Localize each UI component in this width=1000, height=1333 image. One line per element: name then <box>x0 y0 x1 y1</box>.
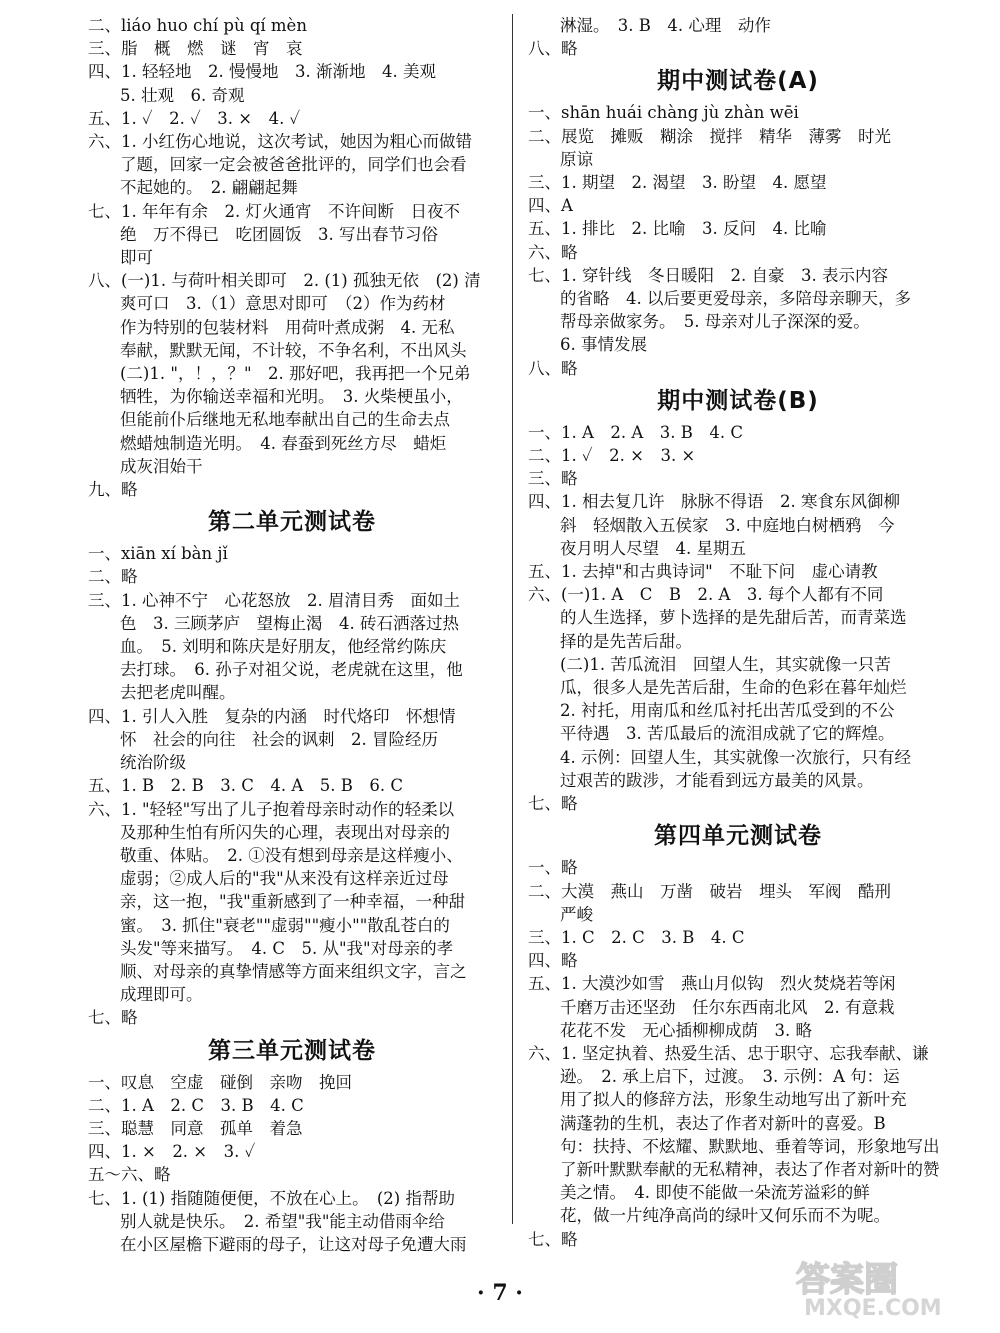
answer-line: 的省略 4. 以后要更爱母亲，多陪母亲聊天，多 <box>560 289 911 309</box>
answer-line: 不起她的。 2. 翩翩起舞 <box>120 178 298 198</box>
answer-line: 过艰苦的跋涉，才能看到远方最美的风景。 <box>560 770 874 790</box>
answer-line: 五、1. B 2. B 3. C 4. A 5. B 6. C <box>88 776 403 796</box>
answer-line: 4. 示例：回望人生，其实就像一次旅行，只有经 <box>560 747 911 767</box>
answer-line: 顺、对母亲的真挚情感等方面来组织文字，言之 <box>120 961 467 981</box>
answer-line: 了题，回家一定会被爸爸批评的，同学们也会看 <box>120 155 467 175</box>
answer-line: 原谅 <box>560 149 593 169</box>
answer-line: 牺牲，为你输送幸福和光明。 3. 火柴梗虽小， <box>120 387 463 407</box>
section-heading: 期中测试卷(A) <box>657 68 819 95</box>
section-heading: 第四单元测试卷 <box>654 823 822 850</box>
answer-line: 亲，这一抱，"我"重新感到了一种幸福，一种甜 <box>120 892 466 912</box>
answer-line: 一、略 <box>528 858 578 878</box>
answer-line: 血。 5. 刘明和陈庆是好朋友，他经常约陈庆 <box>120 637 447 657</box>
answer-line: 成理即可。 <box>120 985 203 1005</box>
answer-line: 五、1. ✓ 2. ✓ 3. × 4. ✓ <box>88 108 301 128</box>
answer-line: 六、1. "轻轻"写出了儿子抱着母亲时动作的轻柔以 <box>88 799 455 819</box>
answer-line: 五、1. 去掉"和古典诗词" 不耻下问 虚心请教 <box>528 562 878 582</box>
answer-line: 句：扶持、不炫耀、默默地、垂着等词，形象地写出 <box>560 1136 940 1156</box>
answer-line: 但能前仆后继地无私地奉献出自己的生命去点 <box>120 410 450 430</box>
answer-line: 三、1. 心神不宁 心花怒放 2. 眉清目秀 面如土 <box>88 590 460 610</box>
answer-line: 八、略 <box>528 39 578 59</box>
answer-line: 三、1. 期望 2. 渴望 3. 盼望 4. 愿望 <box>528 173 827 193</box>
answer-line: 五、1. 大漠沙如雪 燕山月似钩 烈火焚烧若等闲 <box>528 974 896 994</box>
answer-line: 头发"等来描写。 4. C 5. 从"我"对母亲的孝 <box>120 938 454 958</box>
answer-line: 怀 社会的向往 社会的讽刺 2. 冒险经历 <box>120 729 438 749</box>
answer-line: 九、略 <box>88 480 138 500</box>
answer-line: 用了拟人的修辞方法，形象生动地写出了新叶充 <box>560 1090 907 1110</box>
answer-line: 三、脂 概 燃 谜 宵 哀 <box>88 39 303 59</box>
answer-line: 花，做一片纯净高尚的绿叶又何乐而不为呢。 <box>560 1206 890 1226</box>
answer-line: 四、A <box>528 196 573 216</box>
answer-line: 二、1. ✓ 2. × 3. × <box>528 446 696 466</box>
answer-line: 六、1. 小红伤心地说，这次考试，她因为粗心而做错 <box>88 132 472 152</box>
answer-line: 二、1. A 2. C 3. B 4. C <box>88 1095 304 1115</box>
answer-line: 淋湿。 3. B 4. 心理 动作 <box>560 16 771 35</box>
page-number: · 7 · <box>477 1280 523 1306</box>
section-heading: 期中测试卷(B) <box>657 387 819 414</box>
answer-line: 色 3. 三顾茅庐 望梅止渴 4. 砖石洒落过热 <box>120 613 459 633</box>
answer-line: 花花不发 无心插柳柳成荫 3. 略 <box>560 1020 812 1040</box>
answer-line: 三、聪慧 同意 孤单 着急 <box>88 1118 303 1138</box>
answer-line: 满蓬勃的生机，表达了作者对新叶的喜爱。B <box>560 1113 886 1133</box>
answer-line: 一、1. A 2. A 3. B 4. C <box>528 422 744 442</box>
watermark-text: 答案圈 <box>796 1260 898 1300</box>
answer-line: 千磨万击还坚劲 任尔东西南北风 2. 有意栽 <box>560 997 895 1017</box>
answer-line: 四、略 <box>528 951 578 971</box>
answer-line: 5. 壮观 6. 奇观 <box>120 85 245 105</box>
answer-line: 6. 事情发展 <box>560 335 647 355</box>
answer-line: 八、(一)1. 与荷叶相关即可 2. (1) 孤独无依 (2) 清 <box>88 271 481 291</box>
answer-line: 绝 万不得已 吃团圆饭 3. 写出春节习俗 <box>120 224 438 244</box>
answer-line: (二)1. 苦瓜流泪 回望人生，其实就像一只苦 <box>560 654 891 674</box>
answer-line: 二、大漠 燕山 万凿 破岩 埋头 军阀 酷刑 <box>528 881 891 901</box>
answer-line: 去打球。 6. 孙子对祖父说，老虎就在这里，他 <box>120 660 463 680</box>
answer-line: 四、1. × 2. × 3. ✓ <box>88 1142 256 1162</box>
answer-line: 二、liáo huo chí pù qí mèn <box>88 16 307 35</box>
answer-line: 别人就是快乐。 2. 希望"我"能主动借雨伞给 <box>120 1211 445 1231</box>
answer-line: 八、略 <box>528 358 578 378</box>
answer-line: 敬重、体贴。 2. ①没有想到母亲是这样瘦小、 <box>120 845 463 865</box>
answer-line: 虚弱；②成人后的"我"从来没有这样亲近过母 <box>120 869 449 889</box>
answer-line: 五～六、略 <box>88 1165 171 1185</box>
answer-line: 瓜，很多人是先苦后甜，生命的色彩在暮年灿烂 <box>560 678 907 698</box>
answer-line: 燃蜡烛制造光明。 4. 春蚕到死丝方尽 蜡炬 <box>120 433 447 453</box>
answer-line: 即可 <box>120 248 153 268</box>
answer-line: 七、略 <box>528 794 578 814</box>
answer-line: 四、1. 轻轻地 2. 慢慢地 3. 渐渐地 4. 美观 <box>88 62 436 82</box>
answer-line: 帮母亲做家务。 5. 母亲对儿子深深的爱。 <box>560 312 870 332</box>
answer-line: 夜月明人尽望 4. 星期五 <box>560 538 746 558</box>
answer-line: 七、1. (1) 指随随便便，不放在心上。 (2) 指帮助 <box>88 1188 455 1208</box>
watermark-url: MXQE.COM <box>804 1296 942 1319</box>
section-heading: 第二单元测试卷 <box>208 509 376 536</box>
answer-line: 五、1. 排比 2. 比喻 3. 反问 4. 比喻 <box>528 219 827 239</box>
answer-line: 择的是先苦后甜。 <box>560 631 692 651</box>
answer-line: 作为特别的包装材料 用荷叶煮成粥 4. 无私 <box>120 317 455 337</box>
answer-line: 四、1. 相去复几许 脉脉不得语 2. 寒食东风御柳 <box>528 492 900 512</box>
answer-line: 七、1. 年年有余 2. 灯火通宵 不许间断 日夜不 <box>88 201 460 221</box>
answer-line: 逊。 2. 承上启下，过渡。 3. 示例：A 句：运 <box>560 1067 900 1087</box>
left-column <box>88 14 496 1256</box>
answer-line: 六、(一)1. A C B 2. A 3. 每个人都有不同 <box>528 585 884 605</box>
answer-line: 了新叶默默奉献的无私精神，表达了作者对新叶的赞 <box>560 1159 940 1179</box>
answer-line: 一、叹息 空虚 碰倒 亲吻 挽回 <box>88 1072 352 1092</box>
answer-line: (二)1. "，！，？" 2. 那好吧，我再把一个兄弟 <box>120 364 471 384</box>
answer-line: 的人生选择，萝卜选择的是先甜后苦，而青菜选 <box>560 608 907 628</box>
answer-line: 及那种生怕有所闪失的心理，表现出对母亲的 <box>120 822 450 842</box>
answer-line: 六、1. 坚定执着、热爱生活、忠于职守、忘我奉献、谦 <box>528 1043 929 1063</box>
answer-line: 三、1. C 2. C 3. B 4. C <box>528 927 745 947</box>
answer-line: 奉献，默默无闻，不计较，不争名利，不出风头 <box>120 340 467 360</box>
answer-line: 二、略 <box>88 567 138 587</box>
answer-line: 统治阶级 <box>120 753 186 773</box>
answer-line: 在小区屋檐下避雨的母子，让这对母子免遭大雨 <box>120 1234 467 1254</box>
answer-line: 成灰泪始干 <box>120 456 203 476</box>
answer-line: 2. 衬托，用南瓜和丝瓜衬托出苦瓜受到的不公 <box>560 701 895 721</box>
answer-line: 六、略 <box>528 242 578 262</box>
answer-line: 一、shān huái chàng jù zhàn wēi <box>528 103 799 123</box>
answer-line: 二、展览 摊贩 糊涂 搅拌 精华 薄雾 时光 <box>528 126 891 146</box>
right-column <box>528 14 948 1251</box>
answer-line: 爽可口 3.（1）意思对即可 （2）作为药材 <box>120 294 446 314</box>
watermark-logo <box>792 1257 982 1319</box>
answer-line: 七、略 <box>88 1008 138 1028</box>
answer-line: 美之情。 4. 即使不能做一朵流芳溢彩的鲜 <box>560 1183 870 1203</box>
answer-line: 去把老虎叫醒。 <box>120 683 236 703</box>
answer-line: 一、xiān xí bàn jǐ <box>88 544 228 564</box>
answer-line: 平待遇 3. 苦瓜最后的流泪成就了它的辉煌。 <box>560 724 895 744</box>
answer-line: 斜 轻烟散入五侯家 3. 中庭地白树栖鸦 今 <box>560 515 895 535</box>
section-heading: 第三单元测试卷 <box>208 1037 376 1064</box>
answer-line: 严峻 <box>560 904 593 924</box>
answer-line: 蜜。 3. 抓住"衰老""虚弱""瘦小""散乱苍白的 <box>120 915 450 935</box>
answer-line: 三、略 <box>528 469 578 489</box>
answer-line: 四、1. 引人入胜 复杂的内涵 时代烙印 怀想情 <box>88 706 456 726</box>
answer-line: 七、1. 穿针线 冬日暖阳 2. 自豪 3. 表示内容 <box>528 265 888 285</box>
column-divider <box>512 14 513 1224</box>
answer-line: 七、略 <box>528 1229 578 1249</box>
